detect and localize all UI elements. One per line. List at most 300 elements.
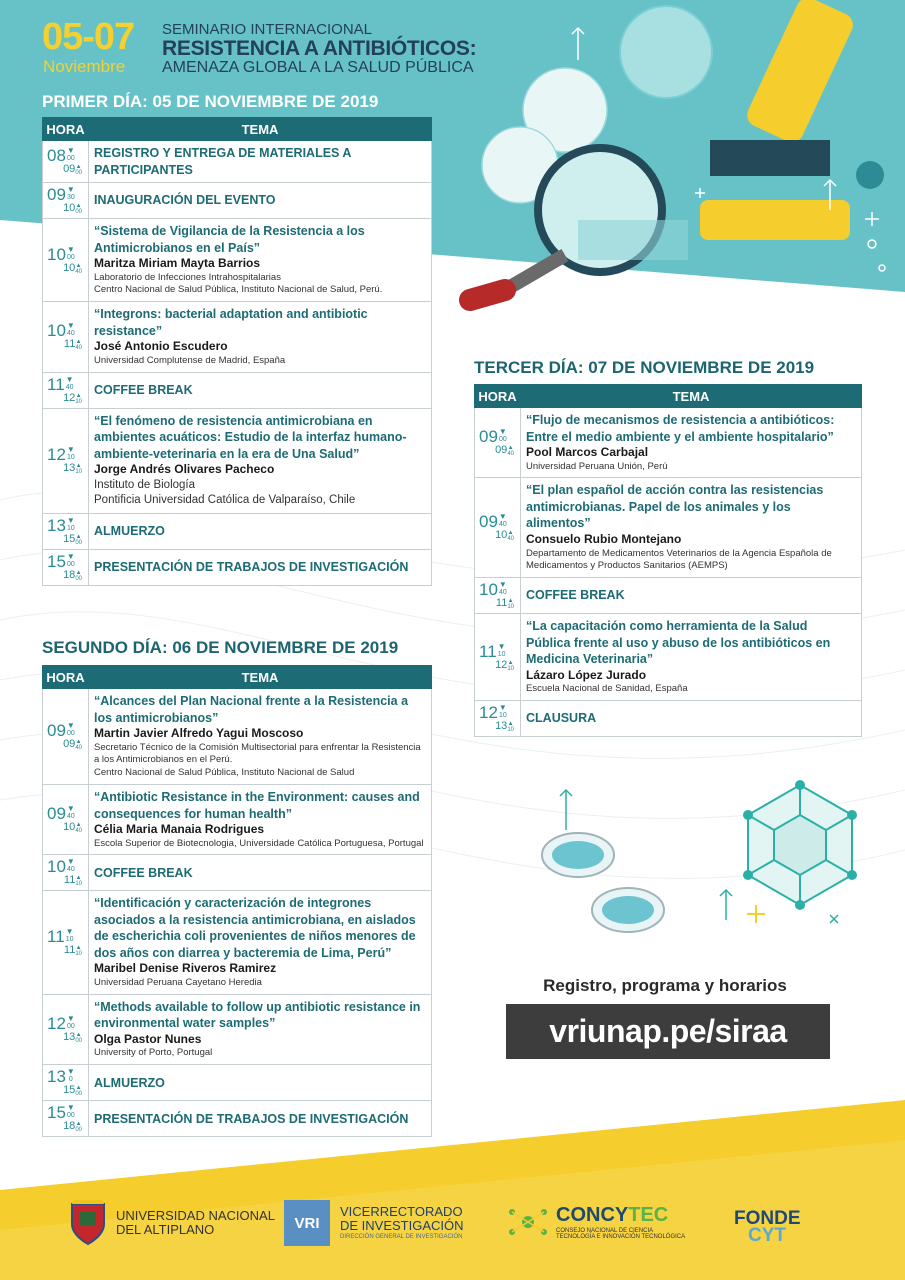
schedule-row bbox=[43, 891, 432, 994]
speaker-affiliation-2: Pontificia Universidad Católica de Valparaíso, Chile bbox=[94, 494, 356, 507]
time-cell bbox=[43, 219, 89, 302]
time-range bbox=[47, 928, 86, 957]
end-hour: 18 bbox=[63, 1120, 76, 1133]
triangle-down-icon: ▼ bbox=[66, 244, 75, 254]
end-minute-group bbox=[75, 1121, 82, 1133]
end-minutes: 40 bbox=[75, 828, 82, 835]
triangle-down-icon: ▼ bbox=[498, 427, 507, 437]
speaker-name: Olga Pastor Nunes bbox=[94, 1031, 202, 1046]
speaker-name: Maribel Denise Riveros Ramirez bbox=[94, 961, 277, 976]
start-time bbox=[47, 1068, 75, 1085]
topic-title: “La capacitación como herramienta de la Salud Pública frente al uso y abuso de los antibióticos en Medicina Veterinaria” bbox=[526, 619, 831, 667]
end-time bbox=[63, 739, 86, 751]
topic-title: “El fenómeno de resistencia antimicrobiana en ambientes acuáticos: Estudio de la interfaz humano-ambiente-veterinaria en la era de Una Salud” bbox=[94, 413, 407, 461]
end-hour: 12 bbox=[63, 391, 76, 404]
schedule-row bbox=[43, 183, 432, 219]
triangle-up-icon: ▲ bbox=[75, 875, 82, 882]
concytec-sub2: TECNOLOGÍA E INNOVACIÓN TECNOLÓGICA bbox=[556, 1233, 686, 1240]
triangle-up-icon: ▲ bbox=[75, 164, 82, 170]
triangle-down-icon: ▼ bbox=[498, 703, 507, 713]
topic-title: “Alcances del Plan Nacional frente a la Resistencia a los antimicrobianos” bbox=[94, 694, 409, 725]
end-minutes: 40 bbox=[75, 268, 82, 275]
time-range bbox=[47, 553, 86, 582]
schedule-row bbox=[475, 614, 862, 701]
lab-illustration bbox=[530, 770, 880, 950]
end-minute-group bbox=[75, 1085, 82, 1097]
seminar-label: SEMINARIO INTERNACIONAL bbox=[162, 21, 373, 38]
start-minutes: 40 bbox=[65, 383, 74, 391]
hora-header: HORA bbox=[475, 385, 521, 408]
time-cell bbox=[43, 513, 89, 549]
topic-cell bbox=[89, 141, 432, 183]
start-minutes: 00 bbox=[66, 730, 75, 738]
table-header-row bbox=[43, 118, 432, 141]
day2-title: SEGUNDO DÍA: 06 DE NOVIEMBRE DE 2019 bbox=[42, 638, 399, 657]
triangle-down-icon: ▼ bbox=[66, 445, 75, 455]
end-time bbox=[63, 1085, 86, 1097]
start-minutes: 00 bbox=[66, 155, 75, 162]
speaker-affiliation: Laboratorio de Infecciones Intrahospitalarias bbox=[94, 271, 281, 283]
topic-cell bbox=[89, 1101, 432, 1137]
triangle-down-icon: ▼ bbox=[66, 515, 75, 525]
start-time bbox=[479, 428, 507, 445]
end-minute-group bbox=[75, 875, 82, 887]
start-minutes: 00 bbox=[66, 1112, 75, 1120]
time-range bbox=[479, 581, 518, 610]
schedule-row bbox=[43, 855, 432, 891]
time-cell bbox=[475, 701, 521, 737]
speaker-name: Lázaro López Jurado bbox=[526, 667, 647, 682]
start-hour: 12 bbox=[479, 703, 498, 723]
speaker-affiliation: Universidad Peruana Cayetano Heredia bbox=[94, 977, 262, 989]
topic-title: “El plan español de acción contra las resistencias antimicrobianas. Papel de los animales y los alimentos” bbox=[526, 483, 824, 531]
event-title-block bbox=[162, 22, 476, 77]
time-cell bbox=[43, 372, 89, 408]
triangle-down-icon: ▼ bbox=[66, 1103, 75, 1113]
end-minute-group bbox=[75, 339, 82, 351]
time-range bbox=[479, 513, 518, 542]
start-hour: 11 bbox=[479, 641, 497, 661]
triangle-up-icon: ▲ bbox=[75, 1032, 82, 1039]
end-minutes: 40 bbox=[507, 536, 514, 543]
triangle-down-icon: ▼ bbox=[66, 551, 75, 561]
end-minutes: 10 bbox=[75, 469, 82, 476]
topic-title: “Methods available to follow up antibiotic resistance in environmental water samples” bbox=[94, 999, 421, 1031]
schedule-row bbox=[43, 372, 432, 408]
time-cell bbox=[475, 408, 521, 478]
start-minutes: 10 bbox=[66, 454, 75, 462]
time-range bbox=[47, 858, 86, 887]
topic-title: “Integrons: bacterial adaptation and antibiotic resistance” bbox=[94, 307, 368, 338]
triangle-down-icon: ▼ bbox=[65, 374, 74, 384]
end-hour: 15 bbox=[63, 532, 76, 545]
topic-cell bbox=[89, 785, 432, 855]
end-time bbox=[495, 721, 518, 733]
start-hour: 11 bbox=[47, 374, 65, 394]
tema-header: TEMA bbox=[89, 666, 432, 689]
start-hour: 10 bbox=[479, 580, 498, 600]
fondecyt-line2: CYT bbox=[748, 1225, 786, 1247]
end-time bbox=[64, 339, 86, 351]
start-hour: 10 bbox=[47, 321, 66, 341]
triangle-up-icon: ▲ bbox=[75, 739, 82, 746]
schedule-row bbox=[43, 1065, 432, 1101]
triangle-down-icon: ▼ bbox=[66, 146, 75, 155]
end-minute-group bbox=[507, 530, 514, 542]
end-minutes: 10 bbox=[507, 727, 514, 734]
schedule-row bbox=[43, 408, 432, 513]
end-time bbox=[63, 570, 86, 582]
end-time bbox=[63, 263, 86, 275]
start-minutes: 30 bbox=[66, 194, 75, 201]
dates-range: 05-07 bbox=[42, 16, 135, 58]
end-minute-group bbox=[75, 1032, 82, 1044]
time-range bbox=[47, 1015, 86, 1044]
time-range bbox=[479, 704, 518, 733]
end-time bbox=[495, 530, 518, 542]
end-minutes: 00 bbox=[75, 170, 82, 176]
topic-title: PRESENTACIÓN DE TRABAJOS DE INVESTIGACIÓN bbox=[94, 1111, 409, 1126]
end-time bbox=[63, 164, 86, 176]
triangle-down-icon: ▼ bbox=[66, 804, 75, 814]
end-minutes: 10 bbox=[507, 665, 514, 672]
topic-title: CLAUSURA bbox=[526, 711, 597, 726]
event-title: RESISTENCIA A ANTIBIÓTICOS: bbox=[162, 36, 477, 60]
start-minutes: 00 bbox=[498, 436, 507, 444]
tema-header: TEMA bbox=[521, 385, 862, 408]
start-minute-group bbox=[498, 643, 506, 658]
start-time bbox=[47, 1015, 75, 1032]
start-hour: 13 bbox=[47, 515, 66, 535]
end-minutes: 40 bbox=[75, 345, 82, 352]
concytec-name-b: TEC bbox=[628, 1203, 669, 1226]
topic-title: REGISTRO Y ENTREGA DE MATERIALES A PARTICIPANTES bbox=[94, 146, 351, 177]
end-hour: 12 bbox=[495, 658, 508, 671]
hora-header: HORA bbox=[43, 666, 89, 689]
triangle-up-icon: ▲ bbox=[75, 392, 82, 399]
topic-cell bbox=[89, 549, 432, 585]
end-minute-group bbox=[75, 203, 82, 215]
time-range bbox=[479, 428, 518, 457]
end-time bbox=[495, 660, 518, 672]
schedule-row bbox=[43, 994, 432, 1064]
time-range bbox=[47, 376, 86, 405]
start-hour: 09 bbox=[47, 804, 66, 824]
triangle-up-icon: ▲ bbox=[507, 598, 514, 605]
schedule-row bbox=[475, 578, 862, 614]
triangle-down-icon: ▼ bbox=[66, 1014, 75, 1024]
triangle-down-icon: ▼ bbox=[66, 185, 75, 194]
start-time bbox=[47, 147, 75, 164]
concytec-sub1: CONSEJO NACIONAL DE CIENCIA bbox=[556, 1227, 654, 1234]
end-minutes: 40 bbox=[507, 451, 514, 458]
time-range bbox=[47, 1068, 86, 1097]
concytec-logo bbox=[506, 1202, 685, 1242]
start-minutes: 00 bbox=[66, 1023, 75, 1031]
time-cell bbox=[43, 183, 89, 219]
topic-cell bbox=[89, 302, 432, 372]
topic-cell bbox=[89, 408, 432, 513]
end-time bbox=[63, 822, 86, 834]
time-range bbox=[47, 805, 86, 834]
topic-cell bbox=[89, 372, 432, 408]
start-hour: 10 bbox=[47, 244, 66, 264]
time-range bbox=[47, 186, 86, 215]
end-hour: 11 bbox=[63, 874, 76, 887]
topic-title: COFFEE BREAK bbox=[94, 382, 193, 397]
start-minute-group bbox=[499, 704, 507, 719]
time-range bbox=[47, 722, 86, 751]
triangle-up-icon: ▲ bbox=[75, 533, 82, 540]
triangle-down-icon: ▼ bbox=[66, 857, 75, 867]
triangle-down-icon: ▼ bbox=[66, 721, 75, 731]
speaker-name: Pool Marcos Carbajal bbox=[526, 445, 649, 459]
start-time bbox=[47, 446, 75, 463]
speaker-name: Jorge Andrés Olivares Pacheco bbox=[94, 462, 275, 477]
start-minute-group bbox=[67, 1068, 75, 1083]
start-hour: 11 bbox=[47, 927, 65, 947]
triangle-up-icon: ▲ bbox=[507, 530, 514, 537]
start-minutes: 10 bbox=[498, 712, 507, 720]
time-cell bbox=[475, 478, 521, 578]
end-minutes: 10 bbox=[507, 604, 514, 611]
end-minutes: 40 bbox=[75, 745, 82, 752]
registration-label: Registro, programa y horarios bbox=[543, 976, 787, 995]
start-time bbox=[47, 376, 74, 393]
end-time bbox=[63, 534, 86, 546]
speaker-name: Consuelo Rubio Montejano bbox=[526, 531, 682, 546]
start-hour: 12 bbox=[47, 445, 66, 465]
registration-url-link[interactable]: vriunap.pe/siraa bbox=[506, 1004, 830, 1059]
speaker-name: José Antonio Escudero bbox=[94, 339, 228, 354]
end-hour: 13 bbox=[495, 720, 508, 733]
end-time bbox=[63, 463, 86, 475]
triangle-up-icon: ▲ bbox=[75, 1121, 82, 1128]
topic-cell bbox=[521, 478, 862, 578]
topic-title: PRESENTACIÓN DE TRABAJOS DE INVESTIGACIÓN bbox=[94, 560, 409, 574]
schedule-row bbox=[475, 408, 862, 478]
event-dates bbox=[42, 18, 134, 75]
concytec-name-a: CONCY bbox=[556, 1203, 629, 1226]
time-cell bbox=[43, 689, 89, 785]
topic-cell bbox=[89, 1065, 432, 1101]
end-minute-group bbox=[75, 570, 82, 582]
start-time bbox=[47, 722, 75, 739]
time-cell bbox=[43, 855, 89, 891]
end-time bbox=[64, 875, 86, 887]
end-minute-group bbox=[75, 534, 82, 546]
end-time bbox=[63, 1032, 86, 1044]
start-minute-group bbox=[67, 246, 75, 261]
una-name-line1: UNIVERSIDAD NACIONAL bbox=[116, 1207, 275, 1223]
triangle-up-icon: ▲ bbox=[75, 339, 82, 346]
end-hour: 15 bbox=[63, 1084, 76, 1097]
topic-cell bbox=[89, 891, 432, 994]
una-shield-icon bbox=[68, 1200, 108, 1246]
end-minute-group bbox=[507, 721, 514, 733]
time-cell bbox=[43, 549, 89, 585]
time-range bbox=[47, 246, 86, 275]
triangle-up-icon: ▲ bbox=[507, 721, 514, 728]
start-minute-group bbox=[499, 513, 507, 528]
topic-cell bbox=[89, 513, 432, 549]
day3-title: TERCER DÍA: 07 DE NOVIEMBRE DE 2019 bbox=[474, 358, 815, 377]
topic-title: INAUGURACIÓN DEL EVENTO bbox=[94, 193, 276, 208]
time-range bbox=[47, 446, 86, 475]
start-time bbox=[47, 517, 75, 534]
end-hour: 10 bbox=[63, 261, 76, 274]
day3-schedule-table bbox=[474, 384, 862, 737]
schedule-row bbox=[43, 549, 432, 585]
start-minute-group bbox=[67, 322, 75, 337]
vri-box: VRI bbox=[284, 1200, 330, 1246]
time-cell bbox=[43, 302, 89, 372]
start-hour: 08 bbox=[47, 146, 66, 165]
time-range bbox=[479, 643, 518, 672]
triangle-down-icon: ▼ bbox=[66, 321, 75, 331]
topic-title: “Sistema de Vigilancia de la Resistencia a los Antimicrobianos en el País” bbox=[94, 224, 365, 255]
speaker-affiliation: Escuela Nacional de Sanidad, España bbox=[526, 683, 688, 695]
topic-title: COFFEE BREAK bbox=[94, 865, 193, 880]
start-time bbox=[47, 322, 75, 339]
start-minute-group bbox=[67, 805, 75, 820]
start-minute-group bbox=[67, 1104, 75, 1119]
end-time bbox=[63, 393, 86, 405]
time-cell bbox=[43, 408, 89, 513]
vri-line2: DE INVESTIGACIÓN bbox=[340, 1217, 464, 1233]
topic-cell bbox=[521, 408, 862, 478]
topic-cell bbox=[89, 219, 432, 302]
start-hour: 09 bbox=[47, 721, 66, 741]
triangle-up-icon: ▲ bbox=[75, 262, 82, 269]
topic-cell bbox=[521, 614, 862, 701]
triangle-up-icon: ▲ bbox=[75, 569, 82, 576]
start-hour: 09 bbox=[47, 185, 66, 204]
speaker-affiliation-2: Centro Nacional de Salud Pública, Instituto Nacional de Salud, Perú. bbox=[94, 284, 383, 296]
time-range bbox=[47, 1104, 86, 1133]
start-hour: 10 bbox=[47, 857, 66, 877]
hora-header: HORA bbox=[43, 118, 89, 141]
topic-cell bbox=[89, 689, 432, 785]
start-minutes: 10 bbox=[497, 650, 506, 658]
day1-schedule-table bbox=[42, 117, 432, 586]
start-minutes: 40 bbox=[498, 521, 507, 529]
triangle-up-icon: ▲ bbox=[75, 203, 82, 209]
vri-line1: VICERRECTORADO bbox=[340, 1204, 463, 1220]
start-minute-group bbox=[67, 858, 75, 873]
start-time bbox=[47, 858, 75, 875]
speaker-affiliation: Departamento de Medicamentos Veterinarios de la Agencia Española de Medicamentos y Productos Sanitarios (AEMPS) bbox=[526, 547, 832, 572]
end-hour: 11 bbox=[63, 944, 76, 957]
tema-header: TEMA bbox=[89, 118, 432, 141]
start-hour: 09 bbox=[479, 512, 498, 532]
end-minutes: 00 bbox=[75, 1091, 82, 1098]
topic-cell bbox=[89, 994, 432, 1064]
triangle-up-icon: ▲ bbox=[75, 945, 82, 952]
day1-title: PRIMER DÍA: 05 DE NOVIEMBRE DE 2019 bbox=[42, 92, 379, 111]
day2-schedule-table bbox=[42, 665, 432, 1137]
start-time bbox=[47, 246, 75, 263]
schedule-row bbox=[43, 219, 432, 302]
time-range bbox=[47, 147, 86, 176]
end-hour: 10 bbox=[63, 202, 76, 214]
triangle-down-icon: ▼ bbox=[498, 580, 507, 590]
triangle-down-icon: ▼ bbox=[65, 927, 74, 937]
end-minute-group bbox=[75, 822, 82, 834]
end-minutes: 10 bbox=[75, 951, 82, 958]
start-time bbox=[479, 581, 507, 598]
start-minute-group bbox=[67, 517, 75, 532]
end-minutes: 00 bbox=[75, 575, 82, 582]
schedule-row bbox=[475, 478, 862, 578]
schedule-row bbox=[43, 1101, 432, 1137]
speaker-affiliation: Instituto de Biología bbox=[94, 478, 196, 491]
start-minutes: 10 bbox=[65, 936, 74, 944]
table-header-row bbox=[475, 385, 862, 408]
triangle-up-icon: ▲ bbox=[507, 659, 514, 666]
start-time bbox=[47, 1104, 75, 1121]
schedule-row bbox=[43, 302, 432, 372]
topic-cell bbox=[521, 701, 862, 737]
start-minute-group bbox=[499, 428, 507, 443]
start-time bbox=[479, 704, 507, 721]
end-minutes: 10 bbox=[75, 881, 82, 888]
speaker-affiliation: University of Porto, Portugal bbox=[94, 1047, 213, 1059]
fondecyt-line1: FONDE bbox=[734, 1208, 801, 1229]
topic-title: “Identificación y caracterización de integrones asociados a la resistencia antimicrobiana, en aislados de escherichia coli provenientes de niños menores de dos años con diarrea y bacteremia de Lima, Perú” bbox=[94, 896, 416, 960]
end-time bbox=[63, 1121, 86, 1133]
end-hour: 13 bbox=[63, 462, 76, 475]
start-time bbox=[47, 553, 75, 570]
una-name-line2: DEL ALTIPLANO bbox=[116, 1222, 215, 1237]
triangle-up-icon: ▲ bbox=[75, 463, 82, 470]
time-range bbox=[47, 322, 86, 351]
fondecyt-logo bbox=[734, 1208, 801, 1247]
time-cell bbox=[43, 994, 89, 1064]
start-minutes: 00 bbox=[66, 560, 75, 568]
time-cell bbox=[43, 1065, 89, 1101]
start-minutes: 10 bbox=[66, 524, 75, 532]
schedule-row bbox=[43, 785, 432, 855]
topic-title: ALMUERZO bbox=[94, 524, 165, 538]
topic-cell bbox=[521, 578, 862, 614]
start-minute-group bbox=[67, 1015, 75, 1030]
end-hour: 09 bbox=[63, 163, 76, 175]
triangle-down-icon: ▼ bbox=[498, 512, 507, 522]
schedule-row bbox=[43, 141, 432, 183]
start-hour: 13 bbox=[47, 1067, 66, 1087]
start-minute-group bbox=[67, 147, 75, 162]
speaker-name: Maritza Miriam Mayta Barrios bbox=[94, 256, 261, 270]
topic-title: “Antibiotic Resistance in the Environment: causes and consequences for human health” bbox=[94, 790, 420, 821]
end-time bbox=[63, 203, 86, 215]
time-cell bbox=[475, 614, 521, 701]
start-minute-group bbox=[66, 376, 74, 391]
end-minute-group bbox=[507, 598, 514, 610]
start-minute-group bbox=[67, 553, 75, 568]
start-time bbox=[47, 928, 74, 945]
concytec-network-icon bbox=[506, 1202, 550, 1242]
una-logo bbox=[68, 1200, 275, 1246]
time-cell bbox=[43, 891, 89, 994]
start-time bbox=[479, 513, 507, 530]
triangle-down-icon: ▼ bbox=[497, 641, 506, 651]
end-hour: 09 bbox=[63, 738, 76, 751]
topic-cell bbox=[89, 855, 432, 891]
start-minutes: 00 bbox=[66, 253, 75, 261]
start-hour: 12 bbox=[47, 1014, 66, 1034]
event-subtitle: AMENAZA GLOBAL A LA SALUD PÚBLICA bbox=[162, 58, 474, 76]
